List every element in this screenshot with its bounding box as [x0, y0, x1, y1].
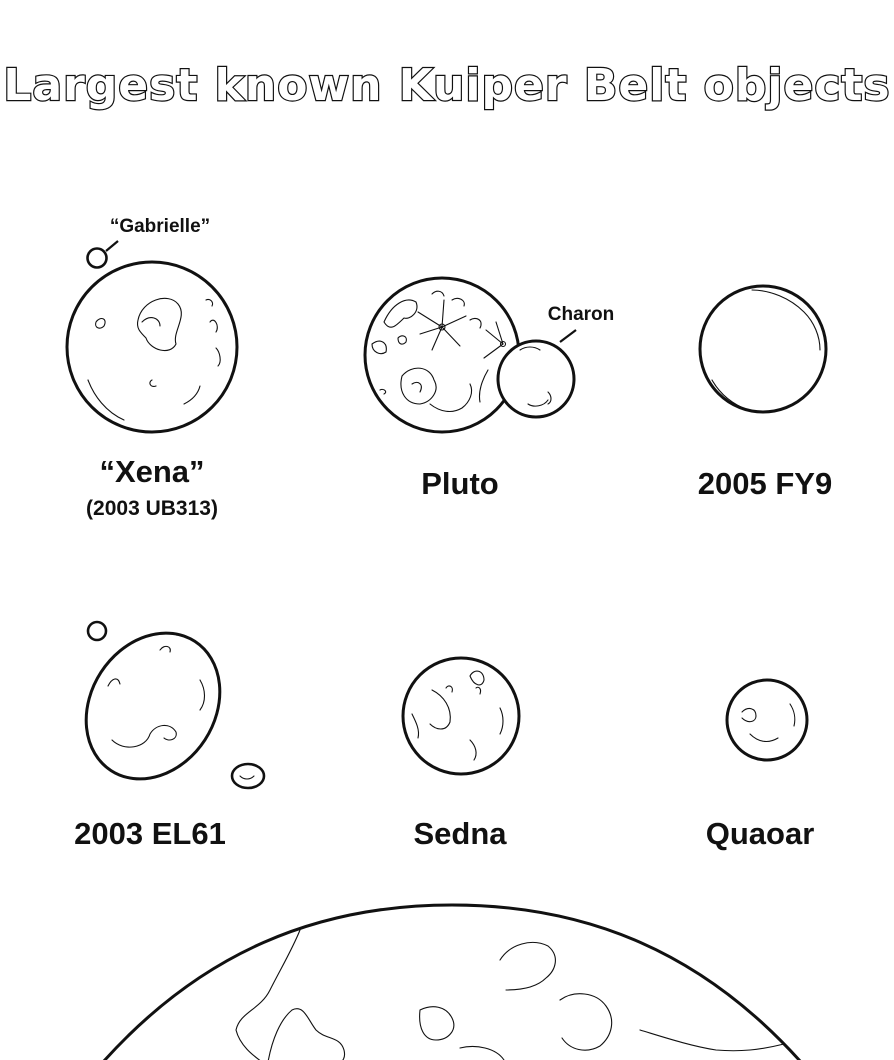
earth-icon — [96, 905, 808, 1060]
quaoar-group — [706, 680, 815, 851]
fy9-icon — [700, 286, 826, 412]
sedna-icon — [403, 658, 519, 774]
pluto-group — [365, 278, 614, 501]
fy9-group — [698, 286, 832, 501]
el61-group — [59, 608, 264, 851]
pluto-icon — [365, 278, 519, 432]
el61-icon — [59, 608, 247, 805]
el61-outer-moon-icon — [88, 622, 106, 640]
xena-group — [67, 216, 237, 520]
quaoar-label: Quaoar — [705, 816, 815, 851]
el61-inner-moon-icon — [232, 764, 264, 788]
el61-label: 2003 EL61 — [74, 816, 226, 851]
page-title: Largest known Kuiper Belt objects — [3, 60, 891, 111]
sedna-group — [403, 658, 519, 851]
xena-designation: (2003 UB313) — [86, 497, 218, 520]
pluto-label: Pluto — [421, 466, 499, 501]
charon-label: Charon — [547, 304, 615, 325]
xena-label: “Xena” — [99, 454, 205, 489]
gabrielle-label: “Gabrielle” — [109, 216, 211, 237]
xena-icon — [67, 262, 237, 432]
gabrielle-moon-icon — [88, 249, 107, 268]
fy9-label: 2005 FY9 — [697, 466, 833, 501]
sedna-label: Sedna — [413, 816, 507, 851]
gabrielle-leader-line — [106, 241, 118, 251]
charon-leader-line — [560, 330, 576, 342]
